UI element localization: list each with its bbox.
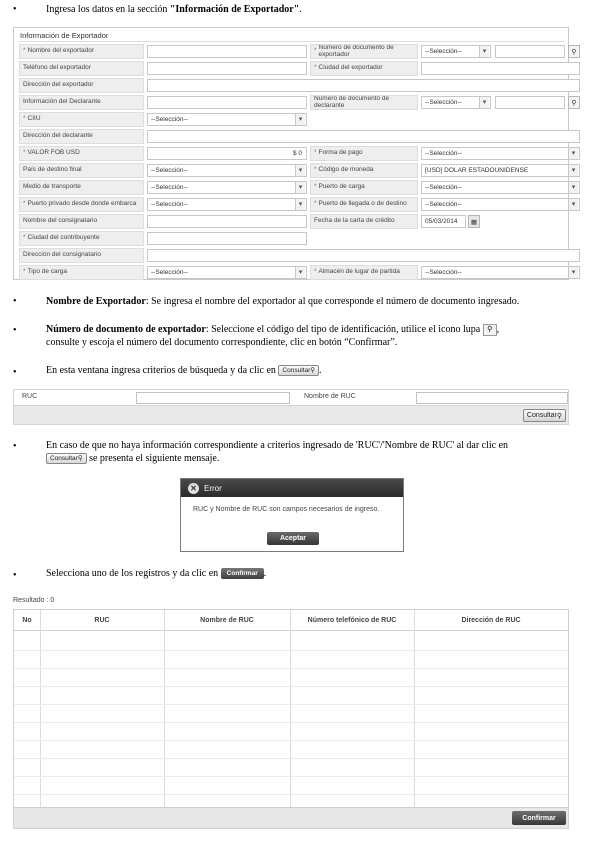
puerto-llegada-select[interactable]: --Selección-- ▾ (421, 198, 580, 211)
tipo-carga-select[interactable]: --Selección-- ▾ (147, 266, 307, 279)
nombre-ruc-label: Nombre de RUC (304, 393, 356, 400)
codigo-moneda-select[interactable]: [USD] DOLAR ESTADOUNIDENSE ▾ (421, 164, 580, 177)
label-valor-fob: * VALOR FOB USD (19, 146, 144, 161)
valor-fob-input[interactable]: $ 0 (147, 147, 307, 160)
label-nombre-consignatario: Nombre del consignatario (19, 214, 144, 229)
bullet: • (13, 325, 17, 336)
column-header[interactable]: Nombre de RUC (164, 610, 290, 631)
nombre-ruc-input[interactable] (416, 392, 568, 404)
form-title: Información de Exportador (20, 31, 109, 40)
label-ciudad-contribuyente: * Ciudad del contribuyente (19, 231, 144, 246)
ruc-label: RUC (22, 393, 38, 400)
column-header[interactable]: Número telefónico de RUC (290, 610, 414, 631)
bullet: • (13, 570, 17, 581)
bullet: • (13, 367, 17, 378)
label-tipo-carga: * Tipo de carga (19, 265, 144, 280)
pais-destino-select[interactable]: --Selección-- ▾ (147, 164, 307, 177)
error-dialog-header: ✕ Error (181, 479, 403, 497)
fecha-carta-input[interactable]: 05/03/2014 (421, 215, 466, 228)
label-info-declarante: Información del Declarante (19, 95, 144, 110)
label-puerto-carga: * Puerto de carga (310, 180, 418, 195)
label-direccion-consignatario: Dirección del consignatario (19, 248, 144, 263)
label-direccion-exportador: Dirección del exportador (19, 78, 144, 93)
error-x-icon: ✕ (188, 483, 199, 494)
tipo-doc-declarante-select[interactable]: --Selección-- ▾ (421, 96, 491, 109)
label-almacen: * Almacén de lugar de partida (310, 265, 418, 280)
almacen-select[interactable]: --Selección-- ▾ (421, 266, 580, 279)
ciudad-exportador-input[interactable] (421, 62, 580, 75)
num-doc-exportador-input[interactable] (495, 45, 565, 58)
error-dialog (180, 478, 404, 552)
calendar-icon[interactable]: ▦ (468, 215, 480, 228)
consultar-button-sample: Consultar ⚲ (278, 365, 319, 376)
info-declarante-input[interactable] (147, 96, 307, 109)
search-icon[interactable]: ⚲ (568, 96, 580, 109)
instruction-1: Ingresa los datos en la sección "Información de Exportador". (46, 4, 302, 15)
confirmar-button[interactable]: Confirmar (512, 811, 566, 825)
column-header[interactable]: RUC (40, 610, 164, 631)
results-table (13, 609, 569, 808)
instruction-3: Número de documento de exportador: Seleccione el código del tipo de identificación, utilice el icono lupa ⚲ , consulte y escoja el número del documento correspondiente, clic en botón “Confirmar”. (46, 324, 500, 348)
label-nombre-exportador: * Nombre del exportador (19, 44, 144, 59)
forma-pago-select[interactable]: --Selección-- ▾ (421, 147, 580, 160)
label-puerto-llegada: * Puerto de llegada o de destino (310, 197, 418, 212)
ciiu-select[interactable]: --Selección-- ▾ (147, 113, 307, 126)
bullet: • (13, 4, 17, 15)
label-fecha-carta: Fecha de la carta de crédito (310, 214, 418, 229)
label-telefono: Teléfono del exportador (19, 61, 144, 76)
label-num-doc-exportador: * Número de documento de exportador (310, 44, 418, 59)
consultar-button[interactable]: Consultar ⚲ (523, 409, 566, 422)
label-codigo-moneda: * Código de moneda (310, 163, 418, 178)
direccion-consignatario-input[interactable] (147, 249, 580, 262)
results-count: Resultado : 0 (13, 597, 55, 604)
search-icon: ⚲ (483, 324, 497, 336)
num-doc-declarante-input[interactable] (495, 96, 565, 109)
label-medio-transporte: Medio de transporte (19, 180, 144, 195)
instruction-6: Selecciona uno de los registros y da clic en Confirmar . (46, 568, 267, 579)
ruc-search-panel (13, 389, 569, 425)
tipo-doc-exportador-select[interactable]: --Selección-- ▾ (421, 45, 491, 58)
instruction-2: Nombre de Exportador: Se ingresa el nombre del exportador al que corresponde el número de documento ingresado. (46, 296, 520, 307)
error-message: RUC y Nombre de RUC son campos necesarios de ingreso. (193, 506, 380, 513)
medio-transporte-select[interactable]: --Selección-- ▾ (147, 181, 307, 194)
instruction-4: En esta ventana ingresa criterios de búsqueda y da clic en Consultar ⚲ . (46, 365, 322, 376)
consultar-button-sample: Consultar ⚲ (46, 453, 87, 464)
label-forma-pago: * Forma de pago (310, 146, 418, 161)
label-ciiu: * CIIU (19, 112, 144, 127)
aceptar-button[interactable]: Aceptar (267, 532, 319, 545)
label-puerto-privado: * Puerto privado desde donde embarca (19, 197, 144, 212)
column-header[interactable]: No (14, 610, 40, 631)
label-num-doc-declarante: Número de documento de declarante (310, 95, 418, 110)
confirmar-button-sample: Confirmar (221, 568, 264, 579)
direccion-declarante-input[interactable] (147, 130, 580, 143)
nombre-exportador-input[interactable] (147, 45, 307, 58)
puerto-carga-select[interactable]: --Selección-- ▾ (421, 181, 580, 194)
telefono-input[interactable] (147, 62, 307, 75)
exporter-info-form (13, 27, 577, 280)
label-ciudad-exportador: * Ciudad del exportador (310, 61, 418, 76)
bullet: • (13, 441, 17, 452)
search-icon[interactable]: ⚲ (568, 45, 580, 58)
label-direccion-declarante: Dirección del declarante (19, 129, 144, 144)
ciudad-contribuyente-input[interactable] (147, 232, 307, 245)
instruction-5: En caso de que no haya información correspondiente a criterios ingresado de 'RUC'/'Nombre de RUC' al dar clic en Consultar ⚲ se presenta el siguiente mensaje. (46, 440, 509, 464)
puerto-privado-select[interactable]: --Selección-- ▾ (147, 198, 307, 211)
column-header[interactable]: Dirección de RUC (414, 610, 568, 631)
nombre-consignatario-input[interactable] (147, 215, 307, 228)
ruc-input[interactable] (136, 392, 290, 404)
results-panel (13, 595, 569, 822)
direccion-exportador-input[interactable] (147, 79, 580, 92)
bullet: • (13, 296, 17, 307)
label-pais-destino: País de destino final (19, 163, 144, 178)
